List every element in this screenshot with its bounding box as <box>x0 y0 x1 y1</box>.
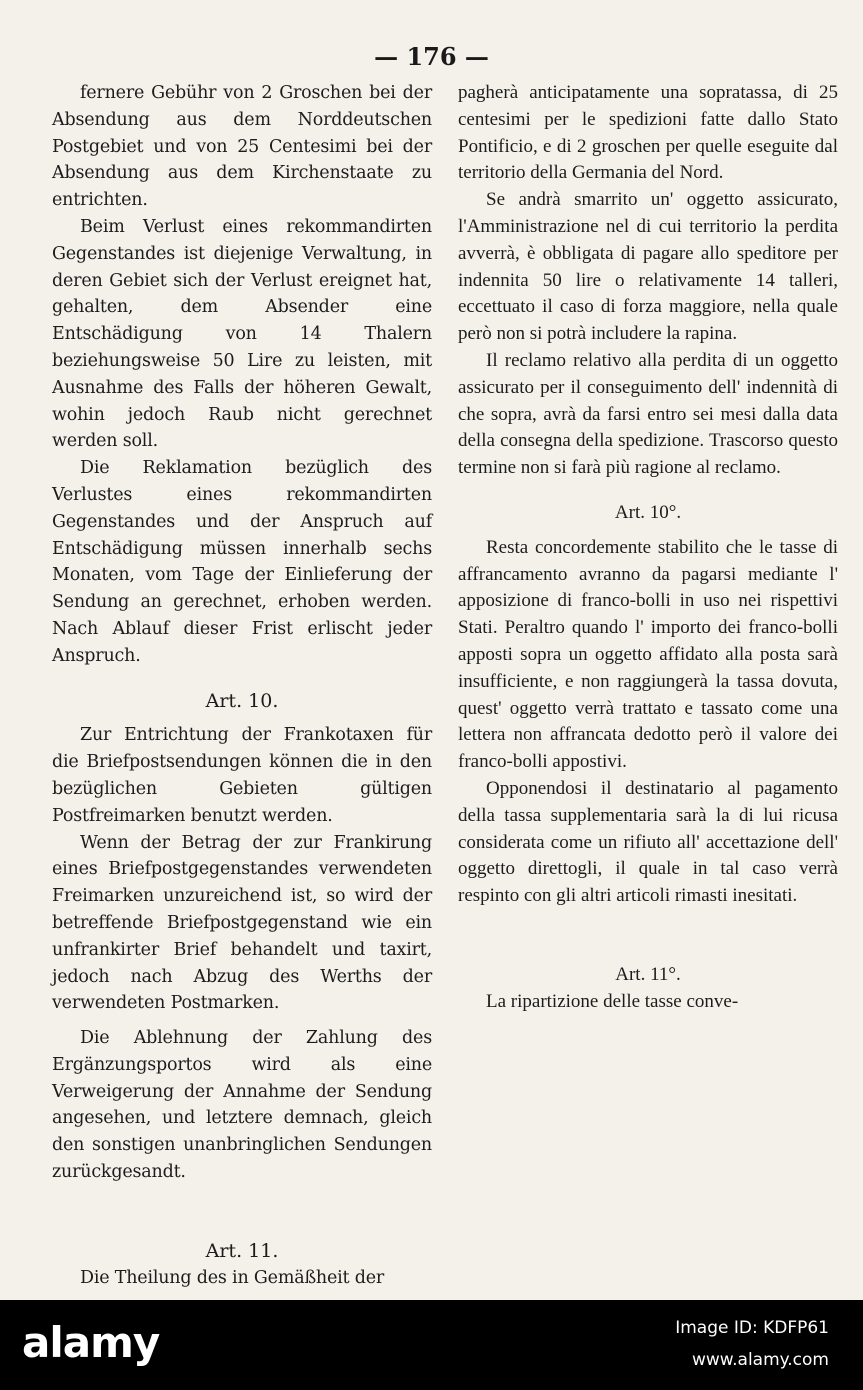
italian-paragraph: Resta concordemente stabilito che le tasse di affrancamento avranno da pagarsi mediante l' apposizione di franco-bolli in uso nei rispettivi Stati. Peraltro quando l' importo dei franco-bolli apposti sopra un oggetto affidato alla posta sarà insufficiente, e non raggiungerà la tassa dovuta, quest' oggetto verrà trattato e tassato come una lettera non affrancata dedotto però il valore dei franco-bolli appostivi. <box>458 536 838 773</box>
brand-logo: alamy <box>22 1318 160 1367</box>
italian-article-heading: Art. 11°. <box>615 963 681 985</box>
german-column <box>52 80 432 1291</box>
italian-column <box>458 80 838 1016</box>
german-paragraph: Beim Verlust eines rekommandirten Gegenstandes ist diejenige Verwaltung, in deren Gebiet sich der Verlust ereignet hat, gehalten, dem Absender eine Entschädigung von 14 Thalern beziehungsweise 50 Lire zu leisten, mit Ausnahme des Falls der höheren Gewalt, wohin jedoch Raub nicht gerechnet werden soll. <box>52 216 432 452</box>
site-url: www.alamy.com <box>691 1350 829 1370</box>
german-paragraph: Wenn der Betrag der zur Frankirung eines Briefpostgegenstandes verwendeten Freimarken unzureichend ist, so wird der betreffende Briefpostgegenstand wie ein unfrankirter Brief behandelt und taxirt, jedoch nach Abzug des Werths der verwendeten Postmarken. <box>52 832 432 1014</box>
german-paragraph: fernere Gebühr von 2 Groschen bei der Absendung aus dem Norddeutschen Postgebiet und von 25 Centesimi bei der Absendung aus dem Kirchenstaate zu entrichten. <box>52 83 432 211</box>
image-id: Image ID: KDFP61 <box>675 1318 829 1338</box>
italian-paragraph: Se andrà smarrito un' oggetto assicurato, l'Amministrazione nel di cui territorio la perdita avverrà, è obbligata di pagare allo speditore per indennita 50 lire o relativamente 14 talleri, eccettuato il caso di forza maggiore, nella quale però non si potrà includere la rapina. <box>458 189 838 345</box>
german-paragraph: Zur Entrichtung der Frankotaxen für die Briefpostsendungen können die in den bezüglichen Gebieten gültigen Postfreimarken benutzt werden. <box>52 725 432 826</box>
german-article-heading: Art. 10. <box>205 689 279 712</box>
german-article-heading: Art. 11. <box>205 1239 279 1262</box>
italian-paragraph: Il reclamo relativo alla perdita di un oggetto assicurato per il conseguimento dell' indennità di che sopra, avrà da farsi entro sei mesi dalla data della consegna della spedizione. Trascorso questo termine non si farà più ragione al reclamo. <box>458 349 838 479</box>
italian-article-heading: Art. 10°. <box>614 501 682 523</box>
german-paragraph: Die Ablehnung der Zahlung des Ergänzungsportos wird als eine Verweigerung der Annahme der Sendung angesehen, und letztere demnach, gleich den sonstigen unanbringlichen Sendungen zurückgesandt. <box>52 1028 432 1183</box>
italian-paragraph: pagherà anticipatamente una sopratassa, di 25 centesimi per le spedizioni fatte dallo Stato Pontificio, e di 2 groschen per quelle eseguite dal territorio della Germania del Nord. <box>458 82 838 184</box>
page-number: — 176 — <box>374 42 489 71</box>
german-paragraph: Die Reklamation bezüglich des Verlustes eines rekommandirten Gegenstandes und der Anspruch auf Entschädigung müssen innerhalb sechs Monaten, vom Tage der Einlieferung der Sendung an gerechnet, erhoben werden. Nach Ablauf dieser Frist erlischt jeder Anspruch. <box>52 458 432 666</box>
italian-paragraph: Opponendosi il destinatario al pagamento della tassa supplementaria sarà la di lui ricusa considerata come un rifiuto all' accettazione dell' oggetto direttogli, il quale in tal caso verrà respinto con gli altri articoli rimasti inesitati. <box>458 777 838 907</box>
italian-paragraph: La ripartizione delle tasse conve- <box>486 990 739 1012</box>
german-paragraph: Die Theilung des in Gemäßheit der <box>80 1267 385 1288</box>
